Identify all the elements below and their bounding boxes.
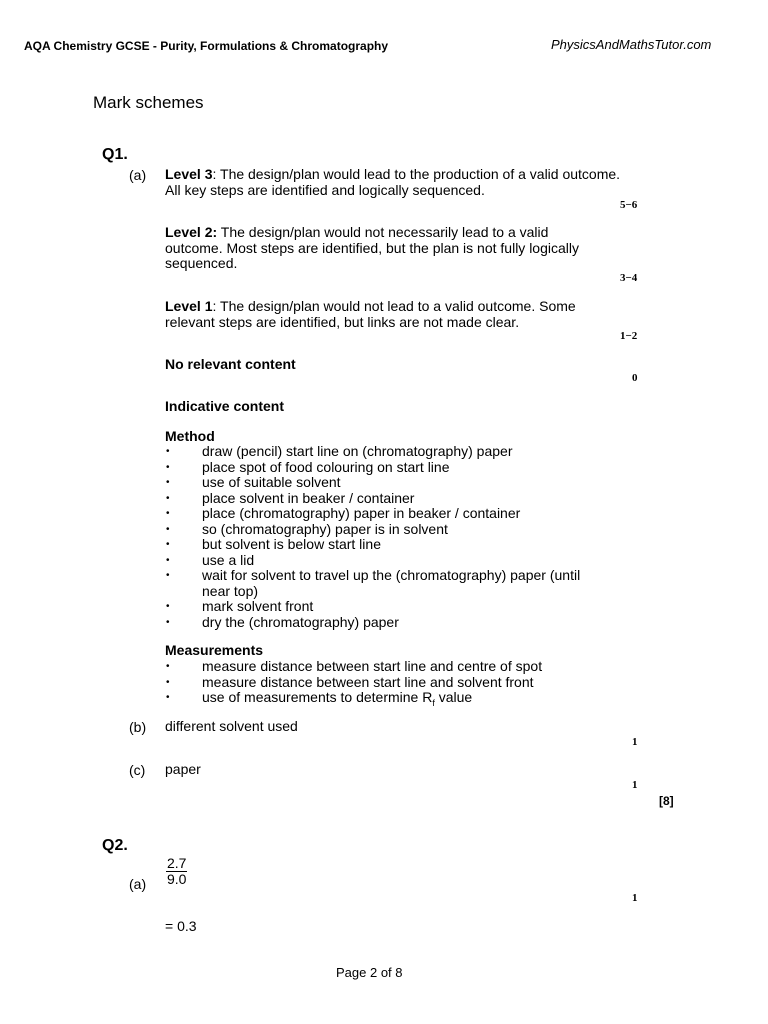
- q1-total-marks: [8]: [659, 794, 674, 808]
- method-item: • place (chromatography) paper in beaker / container: [165, 506, 605, 522]
- fraction-denominator: 9.0: [167, 871, 187, 887]
- method-item: • dry the (chromatography) paper: [165, 615, 605, 631]
- measurement-item: • measure distance between start line and solvent front: [165, 675, 605, 691]
- q2-part-a-result: = 0.3: [165, 918, 197, 934]
- method-list: [165, 444, 605, 630]
- page-title: Mark schemes: [93, 93, 204, 112]
- level-2-text-line1: The design/plan would not necessarily lead to a valid: [217, 224, 549, 240]
- measurements-list: [165, 659, 605, 711]
- method-item: • use of suitable solvent: [165, 475, 605, 491]
- method-item: • but solvent is below start line: [165, 537, 605, 553]
- page-number: Page 2 of 8: [336, 965, 403, 980]
- no-relevant-content-title: No relevant content: [165, 356, 296, 372]
- fraction-numerator: 2.7: [167, 855, 187, 871]
- indicative-content-heading: Indicative content: [165, 398, 285, 414]
- rf-item-suffix: value: [434, 689, 473, 705]
- q1-part-a-label: (a): [129, 167, 147, 183]
- q1-part-b-answer: different solvent used: [165, 718, 298, 734]
- method-item: • mark solvent front: [165, 599, 605, 615]
- level-1-descriptor: [165, 299, 576, 330]
- rf-subscript: f: [432, 697, 435, 708]
- level-3-title: Level 3: [165, 166, 213, 182]
- question-1-heading: Q1.: [102, 146, 128, 163]
- q2-part-a-label: (a): [129, 876, 147, 892]
- method-item: • so (chromatography) paper is in solvent: [165, 522, 605, 538]
- level-2-descriptor: [165, 225, 579, 272]
- q1-part-b-label: (b): [129, 719, 147, 735]
- q1-part-c-answer: paper: [165, 761, 201, 777]
- level-1-text-line1: : The design/plan would not lead to a valid outcome. Some: [212, 298, 576, 314]
- method-heading: Method: [165, 428, 215, 444]
- level-3-mark: 5−6: [620, 199, 638, 211]
- measurement-item: [165, 690, 605, 711]
- measurements-heading: Measurements: [165, 642, 264, 658]
- website-name: PhysicsAndMathsTutor.com: [551, 37, 712, 52]
- q1-part-c-label: (c): [129, 762, 146, 778]
- q1-part-b-mark: 1: [632, 736, 638, 748]
- q2-part-a-mark: 1: [632, 892, 638, 904]
- level-3-text-line2: All key steps are identified and logically sequenced.: [165, 181, 485, 198]
- method-item: • draw (pencil) start line on (chromatography) paper: [165, 444, 605, 460]
- q1-part-c-mark: 1: [632, 779, 638, 791]
- question-2-heading: Q2.: [102, 837, 128, 854]
- level-2-text-line3: sequenced.: [165, 255, 238, 271]
- method-item: • place spot of food colouring on start line: [165, 460, 605, 476]
- method-item: • use a lid: [165, 553, 605, 569]
- level-1-text-line2: relevant steps are identified, but links are not made clear.: [165, 313, 520, 330]
- level-3-descriptor: [165, 167, 620, 198]
- rf-item-text: use of measurements to determine R: [202, 689, 433, 705]
- measurements-list-container: [165, 659, 605, 711]
- level-2-title: Level 2:: [165, 224, 218, 240]
- no-relevant-content-mark: 0: [632, 372, 638, 384]
- level-2-text-line2: outcome. Most steps are identified, but the plan is not fully logically: [165, 239, 579, 256]
- method-item: • wait for solvent to travel up the (chromatography) paper (until near top): [165, 568, 592, 599]
- fraction: [166, 856, 187, 887]
- level-2-mark: 3−4: [620, 272, 638, 284]
- level-1-title: Level 1: [165, 298, 213, 314]
- document-header-title: AQA Chemistry GCSE - Purity, Formulations & Chromatography: [24, 39, 389, 53]
- level-3-text-line1: : The design/plan would lead to the production of a valid outcome.: [212, 166, 621, 182]
- measurement-item: • measure distance between start line and centre of spot: [165, 659, 605, 675]
- level-1-mark: 1−2: [620, 330, 638, 342]
- method-list-container: [165, 444, 605, 630]
- method-item: • place solvent in beaker / container: [165, 491, 605, 507]
